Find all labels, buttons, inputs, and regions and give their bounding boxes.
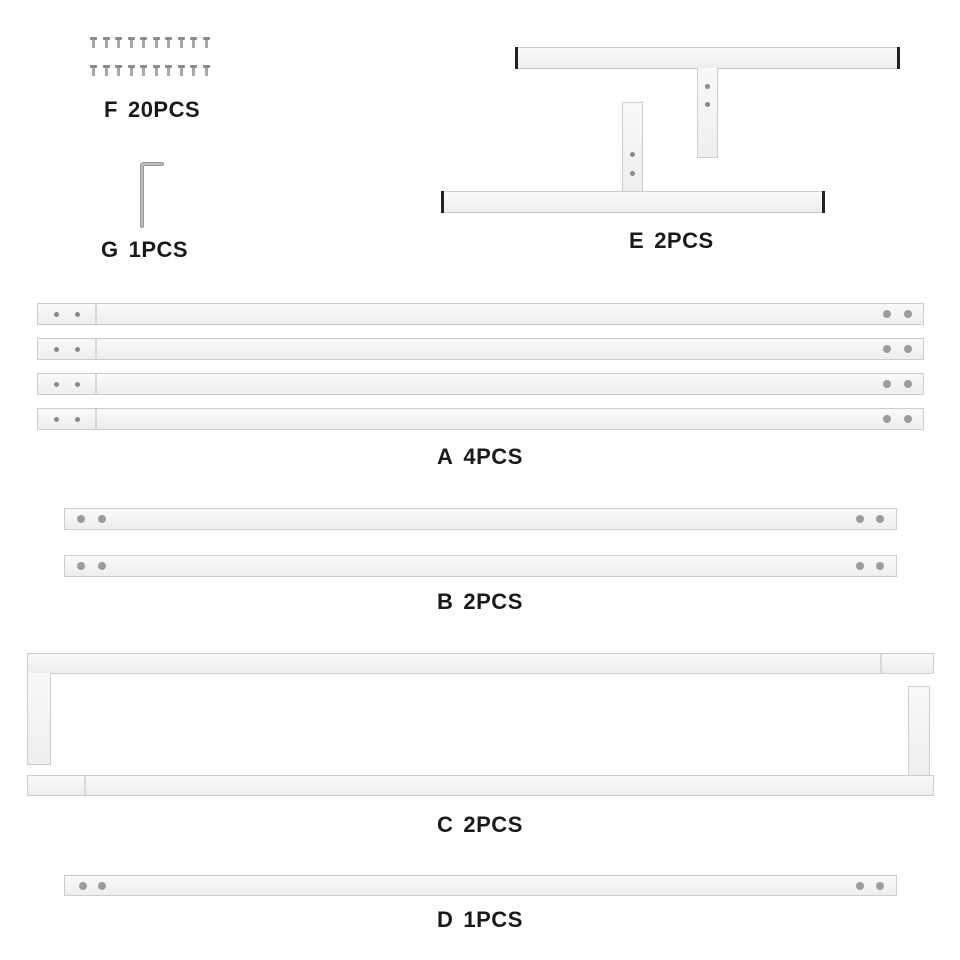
- bolt-hole: [705, 84, 710, 89]
- bolt-hole: [98, 882, 106, 890]
- bolt-hole: [54, 347, 59, 352]
- screw-icon: [165, 65, 172, 76]
- bolt-hole: [77, 562, 85, 570]
- screw-icon: [90, 65, 97, 76]
- screw-icon: [103, 37, 110, 48]
- screw-icon: [165, 37, 172, 48]
- allen-key-icon: [134, 160, 166, 230]
- part-c-quantity: 2PCS: [463, 812, 523, 837]
- part-e-foot-bottom-crossbar: [441, 191, 825, 213]
- part-f-quantity: 20PCS: [127, 97, 201, 122]
- part-a-bar: [37, 303, 924, 325]
- bar-joint: [95, 304, 97, 324]
- bolt-hole: [904, 380, 912, 388]
- bolt-hole: [75, 312, 80, 317]
- bolt-hole: [630, 152, 635, 157]
- rail-joint: [880, 654, 882, 673]
- part-a-quantity: 4PCS: [463, 444, 523, 469]
- part-f-letter: F: [104, 97, 118, 122]
- part-a-label: [437, 444, 523, 470]
- bolt-hole: [856, 882, 864, 890]
- bar-joint: [95, 409, 97, 429]
- bolt-hole: [705, 102, 710, 107]
- part-b-bar: [64, 555, 897, 577]
- part-d-bar: [64, 875, 897, 896]
- part-d-letter: D: [437, 907, 454, 932]
- bolt-hole: [98, 515, 106, 523]
- screw-icon: [128, 65, 135, 76]
- bolt-hole: [75, 347, 80, 352]
- bar-joint: [95, 374, 97, 394]
- bolt-hole: [77, 515, 85, 523]
- bolt-hole: [876, 562, 884, 570]
- part-a-bar: [37, 408, 924, 430]
- end-cap: [897, 47, 900, 69]
- bolt-hole: [904, 415, 912, 423]
- part-e-foot-top-stem: [697, 68, 718, 158]
- screw-icon: [140, 65, 147, 76]
- screw-icon: [140, 37, 147, 48]
- part-f-label: [104, 97, 200, 123]
- end-cap: [822, 191, 825, 213]
- part-e-quantity: 2PCS: [654, 228, 714, 253]
- part-a-bar: [37, 338, 924, 360]
- bolt-hole: [856, 515, 864, 523]
- part-e-label: [629, 228, 714, 254]
- bolt-hole: [904, 310, 912, 318]
- screw-icon: [203, 37, 210, 48]
- screw-icon: [178, 37, 185, 48]
- part-c-rail-top-leg: [27, 673, 51, 765]
- bolt-hole: [856, 562, 864, 570]
- bolt-hole: [54, 417, 59, 422]
- bar-joint: [95, 339, 97, 359]
- screw-icon: [178, 65, 185, 76]
- bolt-hole: [54, 312, 59, 317]
- part-g-quantity: 1PCS: [128, 237, 189, 262]
- screw-icon: [153, 37, 160, 48]
- bolt-hole: [876, 515, 884, 523]
- bolt-hole: [630, 171, 635, 176]
- bolt-hole: [98, 562, 106, 570]
- bolt-hole: [904, 345, 912, 353]
- part-e-foot-top-crossbar: [515, 47, 900, 69]
- part-b-bar: [64, 508, 897, 530]
- screw-icon: [103, 65, 110, 76]
- screw-icon: [190, 65, 197, 76]
- screw-icon: [128, 37, 135, 48]
- screw-icon: [203, 65, 210, 76]
- part-c-rail-bottom-leg: [908, 686, 930, 776]
- part-a-bar: [37, 373, 924, 395]
- part-c-rail-top-long: [27, 653, 934, 674]
- bolt-hole: [883, 345, 891, 353]
- screw-icon: [153, 65, 160, 76]
- part-g-letter: G: [101, 237, 119, 262]
- screw-icon: [90, 37, 97, 48]
- part-c-letter: C: [437, 812, 454, 837]
- part-b-label: [437, 589, 523, 615]
- part-d-label: [437, 907, 523, 933]
- screw-icon: [115, 37, 122, 48]
- part-e-letter: E: [629, 228, 645, 253]
- part-e-foot-bottom-stem: [622, 102, 643, 192]
- rail-joint: [84, 776, 86, 795]
- part-a-letter: A: [437, 444, 454, 469]
- part-b-letter: B: [437, 589, 454, 614]
- part-c-rail-bottom-long: [27, 775, 934, 796]
- part-d-quantity: 1PCS: [463, 907, 523, 932]
- end-cap: [441, 191, 444, 213]
- part-g-label: [101, 237, 188, 263]
- screw-icon: [190, 37, 197, 48]
- bolt-hole: [876, 882, 884, 890]
- bolt-hole: [79, 882, 87, 890]
- bolt-hole: [54, 382, 59, 387]
- end-cap: [515, 47, 518, 69]
- screw-icon: [115, 65, 122, 76]
- bolt-hole: [883, 380, 891, 388]
- part-b-quantity: 2PCS: [463, 589, 523, 614]
- bolt-hole: [883, 310, 891, 318]
- part-c-label: [437, 812, 523, 838]
- bolt-hole: [75, 382, 80, 387]
- bolt-hole: [75, 417, 80, 422]
- bolt-hole: [883, 415, 891, 423]
